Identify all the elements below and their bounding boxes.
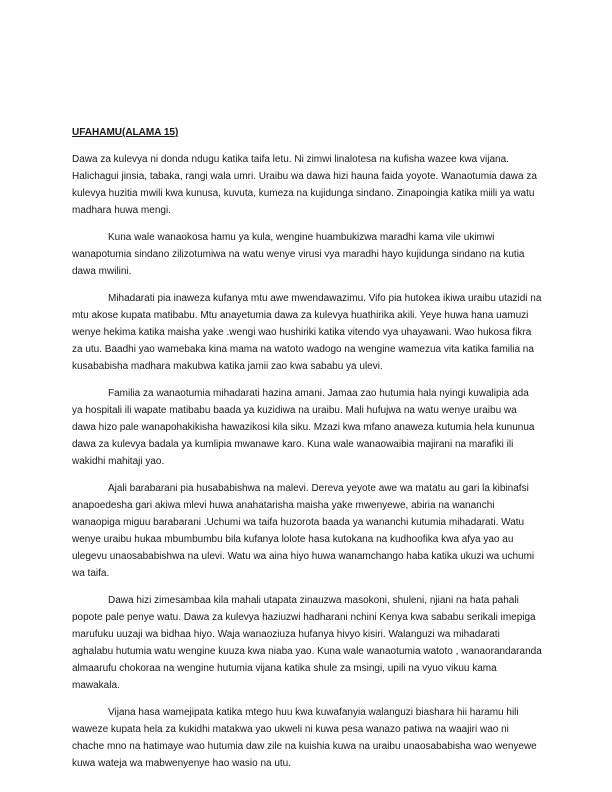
section-heading: UFAHAMU(ALAMA 15)	[72, 127, 179, 138]
document-page	[72, 124, 542, 782]
paragraph-7: Vijana hasa wamejipata katika mtego huu kwa kuwafanyia walanguzi biashara hii haramu hili waweze kupata hela za kukidhi matakwa yao ukweli ni kuwa pesa wanazo patiwa na waajiri wao ni chache mno na hatimaye wao hutumia daw zile na kuishia kuwa na uraibu unaosababisha wao wenyewe kuwa wateja wa mabwenyenye hao wasio na utu.	[72, 707, 537, 769]
paragraph-5: Ajali barabarani pia husababishwa na malevi. Dereva yeyote awe wa matatu au gari la kibinafsi anapoedesha gari akiwa mlevi huwa anahatarisha maisha yake mwenyewe, abiria na wananchi wanaopiga miguu barabarani .Uchumi wa taifa huzorota baada ya wananchi kutumia mihadarati. Watu wenye uraibu hukaa mbumbumbu bila kufanya lolote hasa kutokana na kudhoofika kwa afya yao au ulegevu unaosababishwa na ulevi. Watu wa aina hiyo huwa wanamchango haba katika ukuzi wa uchumi wa taifa.	[72, 483, 535, 579]
paragraph-6: Dawa hizi zimesambaa kila mahali utapata zinauzwa masokoni, shuleni, njiani na hata pahali popote pale penye watu. Dawa za kulevya haziuzwi hadharani nchini Kenya kwa sababu serikali imepiga marufuku uuzaji wa bidhaa hiyo. Waja wanaoziuza hufanya hivyo kisiri. Walanguzi wa mihadarati aghalabu hutumia watu wengine kuuza kwa niaba yao. Kuna wale wanaotumia watoto , wanaorandaranda almaarufu chokoraa na wengine hutumia vijana katika shule za msingi, upili na vyuo vikuu kama mawakala.	[72, 595, 542, 691]
paragraph-2: Kuna wale wanaokosa hamu ya kula, wengine huambukizwa maradhi kama vile ukimwi wanapotumia sindano zilizotumiwa na watu wenye virusi vya maradhi hayo kujidunga sindano na kutia dawa mwilini.	[72, 232, 525, 277]
paragraph-4: Familia za wanaotumia mihadarati hazina amani. Jamaa zao hutumia hala nyingi kuwalipia ada ya hospitali ili wapate matibabu baada ya kuzidiwa na uraibu. Mali hufujwa na watu wenye uraibu wa dawa hizo pale wanapohakikisha hawazikosi kila siku. Mzazi kwa mfano anaweza kutumia hela kununua dawa za kulevya badala ya kumlipia mwanawe karo. Kuna wale wanaowaibia majirani na marafiki ili wakidhi mahitaji yao.	[72, 388, 535, 467]
paragraph-1: Dawa za kulevya ni donda ndugu katika taifa letu. Ni zimwi linalotesa na kufisha wazee kwa vijana. Halichagui jinsia, tabaka, rangi wala umri. Uraibu wa dawa hizi hauna faida yoyote. Wanaotumia dawa za kulevya huzitia mwili kwa kunusa, kuvuta, kumeza na kujidunga sindano. Zinapoingia katika miili ya watu madhara huwa mengi.	[72, 154, 537, 216]
paragraph-3: Mihadarati pia inaweza kufanya mtu awe mwendawazimu. Vifo pia hutokea ikiwa uraibu utazidi na mtu akose kupata matibabu. Mtu anayetumia dawa za kulevya huathirika akili. Yeye huwa hana uamuzi wenye hekima katika maisha yake .wengi wao hushiriki katika vitendo vya uhayawani. Wao hukosa fikra za utu. Baadhi yao wamebaka kina mama na watoto wadogo na wengine wamezua vita katika familia na kusababisha madhara makubwa katika jamii zao kwa sababu ya ulevi.	[72, 293, 542, 372]
